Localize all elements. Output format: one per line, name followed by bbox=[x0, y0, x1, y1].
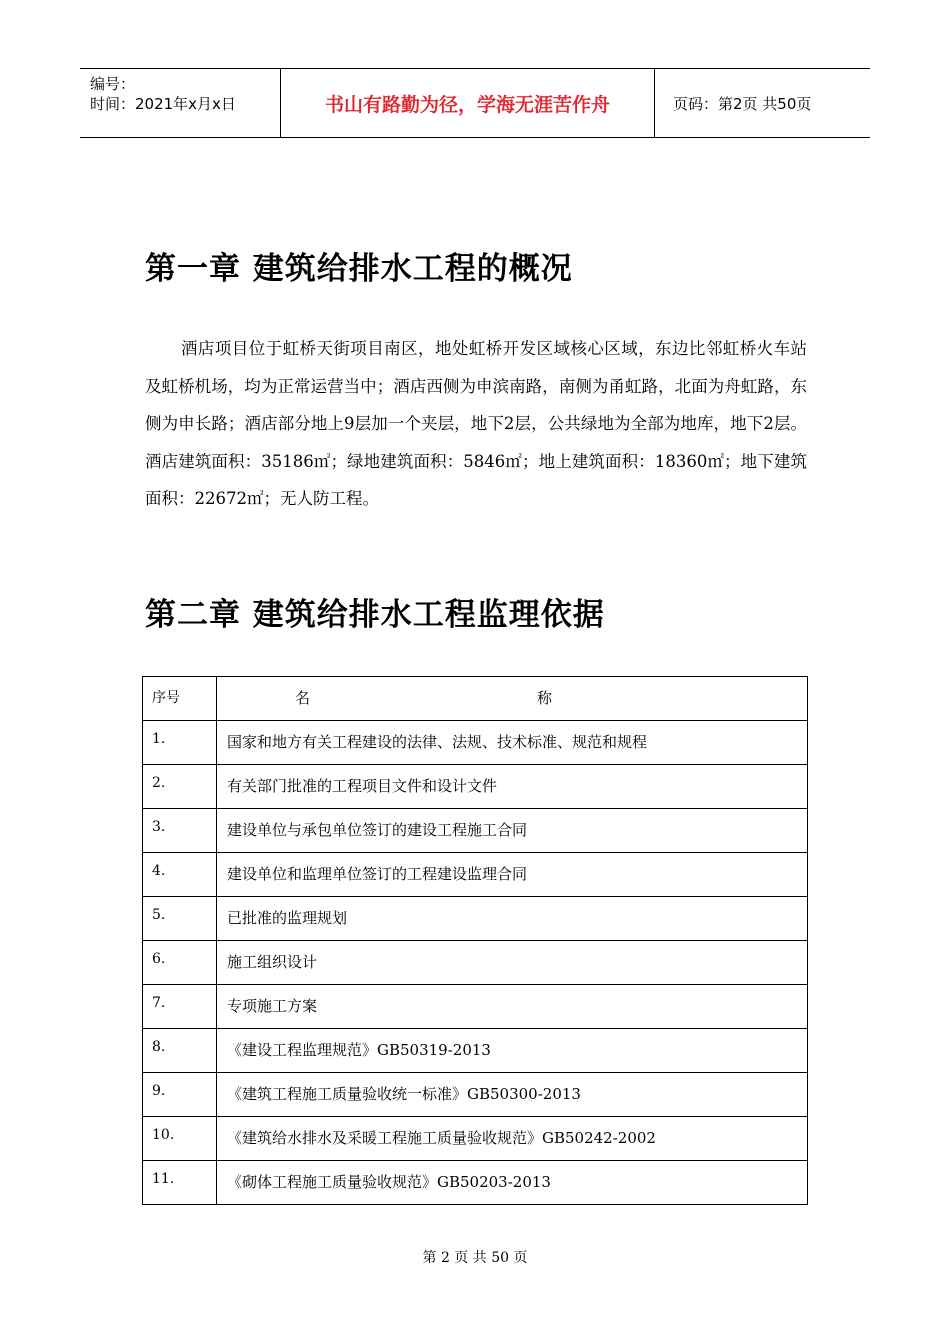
table-header-name bbox=[217, 677, 808, 721]
table-header-row bbox=[143, 677, 808, 721]
table-header-no: 序号 bbox=[143, 677, 217, 721]
row-number: 8. bbox=[143, 1029, 217, 1073]
row-name: 国家和地方有关工程建设的法律、法规、技术标准、规范和规程 bbox=[217, 721, 808, 765]
table-row bbox=[143, 1029, 808, 1073]
table-row bbox=[143, 809, 808, 853]
row-number: 5. bbox=[143, 897, 217, 941]
row-name: 建设单位和监理单位签订的工程建设监理合同 bbox=[217, 853, 808, 897]
header-page-info-text: 页码：第2页 共50页 bbox=[673, 94, 812, 113]
table-header-name-part-2: 称 bbox=[537, 689, 553, 707]
row-name: 《建筑工程施工质量验收统一标准》GB50300-2013 bbox=[217, 1073, 808, 1117]
table-row bbox=[143, 985, 808, 1029]
row-name: 专项施工方案 bbox=[217, 985, 808, 1029]
chapter-2-title: 第二章 建筑给排水工程监理依据 bbox=[145, 597, 605, 633]
row-number: 11. bbox=[143, 1161, 217, 1205]
row-number: 9. bbox=[143, 1073, 217, 1117]
table-row bbox=[143, 897, 808, 941]
table-row bbox=[143, 765, 808, 809]
table-row bbox=[143, 853, 808, 897]
table-row bbox=[143, 1073, 808, 1117]
table-row bbox=[143, 1117, 808, 1161]
table-row bbox=[143, 1161, 808, 1205]
row-number: 2. bbox=[143, 765, 217, 809]
row-number: 4. bbox=[143, 853, 217, 897]
row-number: 10. bbox=[143, 1117, 217, 1161]
page-footer: 第 2 页 共 50 页 bbox=[422, 1250, 528, 1266]
row-name: 《砌体工程施工质量验收规范》GB50203-2013 bbox=[217, 1161, 808, 1205]
header-motto: 书山有路勤为径，学海无涯苦作舟 bbox=[280, 69, 655, 137]
row-name: 《建筑给水排水及采暖工程施工质量验收规范》GB50242-2002 bbox=[217, 1117, 808, 1161]
row-number: 1. bbox=[143, 721, 217, 765]
row-name: 施工组织设计 bbox=[217, 941, 808, 985]
page-header bbox=[80, 68, 870, 138]
document-number-label: 编号： bbox=[90, 75, 136, 93]
row-number: 6. bbox=[143, 941, 217, 985]
basis-table bbox=[142, 676, 808, 1205]
row-name: 《建设工程监理规范》GB50319-2013 bbox=[217, 1029, 808, 1073]
row-name: 有关部门批准的工程项目文件和设计文件 bbox=[217, 765, 808, 809]
chapter-1-paragraph: 酒店项目位于虹桥天街项目南区，地处虹桥开发区域核心区域，东边比邻虹桥火车站及虹桥机场，均为正常运营当中；酒店西侧为申滨南路，南侧为甬虹路，北面为舟虹路，东侧为申长路；酒店部分地上9层加一个夹层，地下2层，公共绿地为全部为地库，地下2层。 酒店建筑面积：35186㎡；绿地建筑面积：5846㎡；地上建筑面积：18360㎡；地下建筑面积：22672㎡；无人防工程。 bbox=[145, 339, 807, 508]
row-name: 建设单位与承包单位签订的建设工程施工合同 bbox=[217, 809, 808, 853]
table-header-name-part-1: 名 bbox=[295, 689, 311, 707]
row-name: 已批准的监理规划 bbox=[217, 897, 808, 941]
row-number: 7. bbox=[143, 985, 217, 1029]
row-number: 3. bbox=[143, 809, 217, 853]
table-row bbox=[143, 721, 808, 765]
table-row bbox=[143, 941, 808, 985]
header-meta bbox=[80, 69, 280, 137]
chapter-1-title: 第一章 建筑给排水工程的概况 bbox=[145, 251, 573, 287]
document-time-label: 时间：2021年x月x日 bbox=[90, 95, 236, 113]
header-page-info bbox=[663, 69, 870, 137]
